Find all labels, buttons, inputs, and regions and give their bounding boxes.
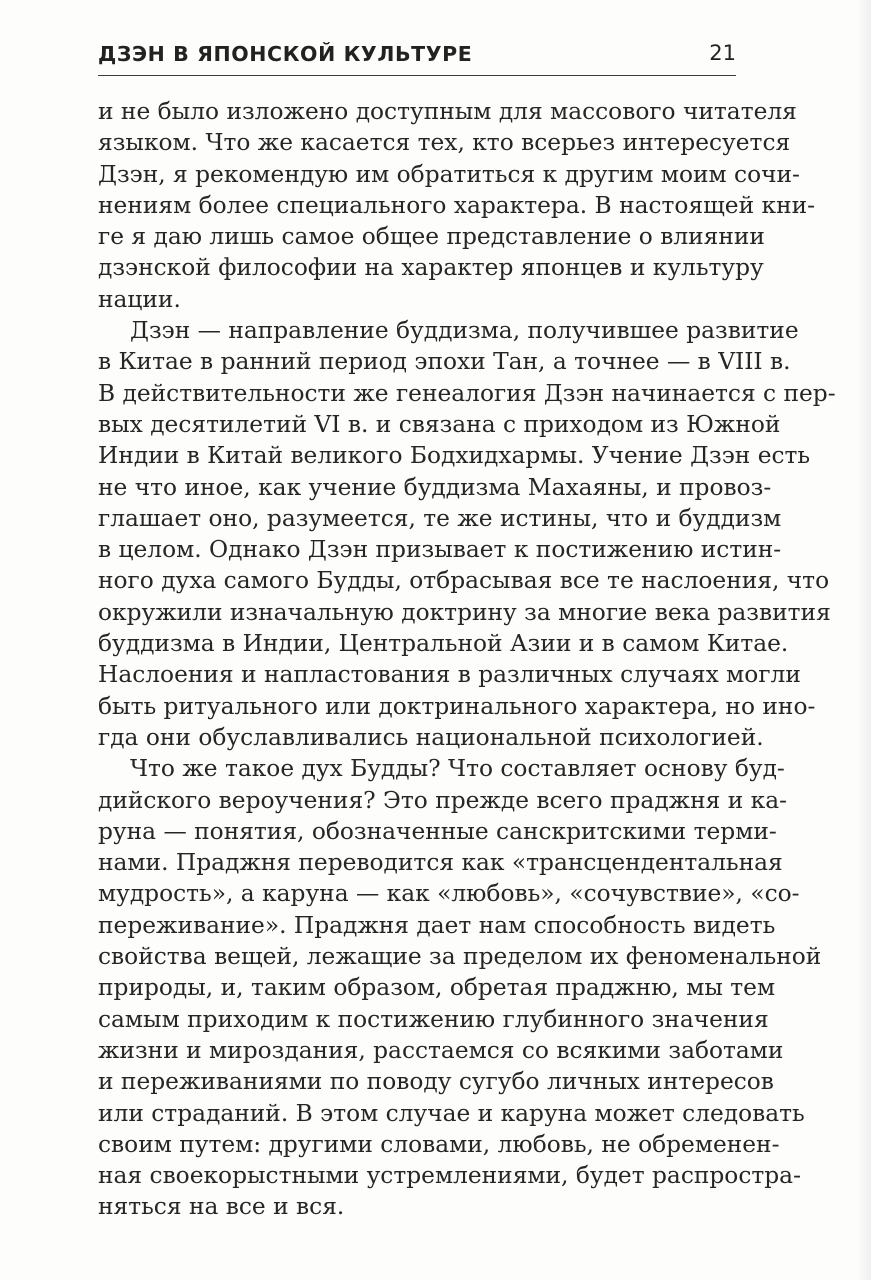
text-line: В действительности же генеалогия Дзэн начинается с пер- <box>98 379 836 407</box>
text-line: и не было изложено доступным для массового читателя <box>98 98 797 125</box>
text-line: Индии в Китай великого Бодхидхармы. Учение Дзэн есть <box>98 442 811 470</box>
text-line: ге я даю лишь самое общее представление о влиянии <box>98 223 765 251</box>
body-text <box>98 96 836 1223</box>
text-line: в целом. Однако Дзэн призывает к постижению истин- <box>98 536 782 564</box>
text-line: дийского вероучения? Это прежде всего праджня и ка- <box>98 786 787 814</box>
page-edge-shadow <box>857 0 871 1280</box>
text-line: гда они обуславливались национальной психологией. <box>98 723 764 751</box>
text-line: или страданий. В этом случае и каруна может следовать <box>98 1099 805 1127</box>
text-line: свойства вещей, лежащие за пределом их феноменальной <box>98 943 822 971</box>
text-line: в Китае в ранний период эпохи Тан, а точнее — в VIII в. <box>98 348 791 376</box>
text-line: быть ритуального или доктринального характера, но ино- <box>98 692 816 720</box>
running-title: ДЗЭН В ЯПОНСКОЙ КУЛЬТУРЕ <box>98 42 473 66</box>
text-line: мудрость», а каруна — как «любовь», «сочувствие», «со- <box>98 880 800 908</box>
text-line: ная своекорыстными устремлениями, будет распростра- <box>98 1162 801 1190</box>
text-line: жизни и мироздания, расстаемся со всякими заботами <box>98 1036 784 1064</box>
text-line: няться на все и вся. <box>98 1193 345 1221</box>
header-rule <box>98 75 736 76</box>
text-line: Дзэн — направление буддизма, получившее развитие <box>130 317 799 345</box>
paragraph <box>98 96 816 315</box>
text-line: Наслоения и напластования в различных случаях могли <box>98 661 801 689</box>
page-header <box>98 40 736 76</box>
text-line: глашает оно, разумеется, те же истины, что и буддизм <box>98 504 782 532</box>
text-line: нами. Праджня переводится как «трансцендентальная <box>98 849 783 877</box>
text-line: руна — понятия, обозначенные санскритскими терми- <box>98 817 777 845</box>
text-line: своим путем: другими словами, любовь, не обременен- <box>98 1130 780 1158</box>
page-number: 21 <box>709 41 736 65</box>
text-line: буддизма в Индии, Центральной Азии и в самом Китае. <box>98 630 789 658</box>
text-line: окружили изначальную доктрину за многие века развития <box>98 598 831 626</box>
text-line: самым приходим к постижению глубинного значения <box>98 1005 769 1033</box>
text-line: нации. <box>98 285 181 313</box>
text-line: Что же такое дух Будды? Что составляет основу буд- <box>130 755 785 783</box>
text-line: нениям более специального характера. В настоящей кни- <box>98 191 816 219</box>
paragraph <box>98 753 822 1222</box>
text-line: природы, и, таким образом, обретая праджню, мы тем <box>98 974 776 1002</box>
text-line: вых десятилетий VI в. и связана с приходом из Южной <box>98 410 781 438</box>
paragraph <box>98 315 836 753</box>
text-line: переживание». Праджня дает нам способность видеть <box>98 911 776 939</box>
text-line: и переживаниями по поводу сугубо личных интересов <box>98 1068 774 1096</box>
text-line: дзэнской философии на характер японцев и культуру <box>98 254 764 282</box>
text-line: Дзэн, я рекомендую им обратиться к другим моим сочи- <box>98 160 800 188</box>
text-line: языком. Что же касается тех, кто всерьез интересуется <box>98 129 791 157</box>
text-line: ного духа самого Будды, отбрасывая все те наслоения, что <box>98 567 830 595</box>
text-line: не что иное, как учение буддизма Махаяны, и провоз- <box>98 473 772 501</box>
